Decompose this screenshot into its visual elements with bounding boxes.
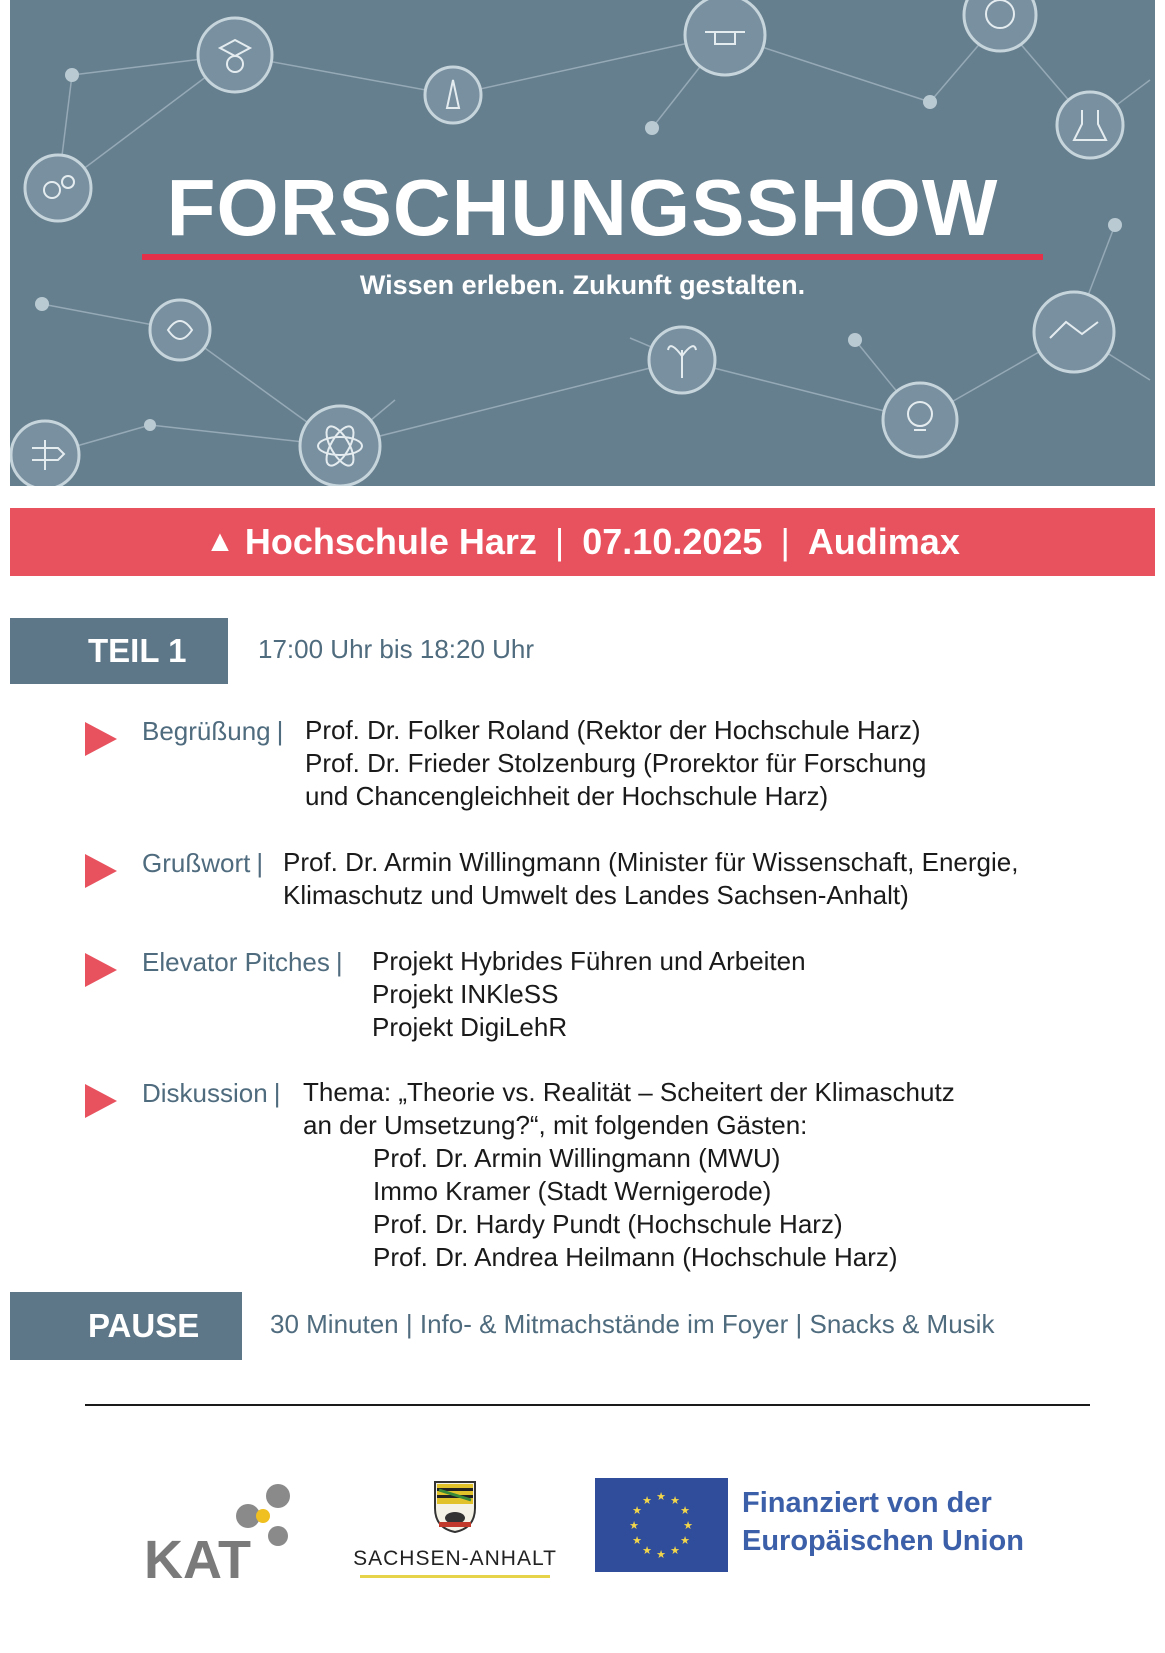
agenda-line: an der Umsetzung?“, mit folgenden Gästen: (303, 1110, 808, 1140)
event-title: FORSCHUNGSSHOW (166, 163, 999, 252)
agenda-line: Thema: „Theorie vs. Realität – Scheitert der Klimaschutz (303, 1077, 955, 1107)
guest-name: Prof. Dr. Armin Willingmann (MWU) (373, 1143, 781, 1173)
pause-label: PAUSE (10, 1292, 242, 1360)
svg-text:★: ★ (680, 1534, 690, 1547)
handshake-icon (1034, 292, 1114, 372)
drone-icon (685, 0, 765, 75)
agenda-keyword: Diskussion | (142, 1078, 281, 1108)
event-info-banner (10, 508, 1155, 576)
svg-text:★: ★ (632, 1534, 642, 1547)
keyword-text: Begrüßung (142, 716, 271, 746)
event-subtitle: Wissen erleben. Zukunft gestalten. (359, 270, 806, 300)
keyword-text: Elevator Pitches (142, 947, 330, 977)
svg-text:★: ★ (680, 1504, 690, 1517)
play-arrow-icon (85, 854, 117, 888)
agenda-line: Projekt INKleSS (372, 979, 559, 1009)
flask-icon (1057, 92, 1123, 158)
banner-separator: | (780, 521, 790, 562)
title-underline (142, 254, 1043, 260)
agenda-body (372, 945, 806, 1044)
footer-divider (85, 1404, 1090, 1406)
eu-flag-icon (595, 1478, 728, 1572)
agenda-line: Projekt DigiLehR (372, 1012, 568, 1042)
play-arrow-icon (85, 722, 117, 756)
agenda-line: Prof. Dr. Frieder Stolzenburg (Prorektor für Forschung (305, 748, 927, 778)
agenda-body (305, 714, 926, 813)
agenda-line: Projekt Hybrides Führen und Arbeiten (372, 946, 806, 976)
agenda-keyword: Grußwort | (142, 848, 264, 878)
svg-text:★: ★ (656, 1548, 666, 1561)
agenda-keyword: Elevator Pitches | (142, 947, 343, 977)
svg-text:★: ★ (683, 1519, 693, 1532)
play-arrow-icon (85, 953, 117, 987)
lightbulb-icon (883, 383, 957, 457)
banner-location: Hochschule Harz (244, 521, 537, 562)
rocket-icon (425, 67, 481, 123)
banner-date: 07.10.2025 (582, 521, 763, 562)
play-arrow-icon (85, 1084, 117, 1118)
eu-funding-text (742, 1484, 1024, 1560)
guest-name: Prof. Dr. Andrea Heilmann (Hochschule Harz) (373, 1242, 898, 1272)
globe-icon (964, 0, 1036, 51)
sachsen-anhalt-logo (350, 1478, 560, 1578)
agenda-line: und Chancengleichheit der Hochschule Harz) (305, 781, 829, 811)
part1-time: 17:00 Uhr bis 18:20 Uhr (258, 634, 535, 664)
coat-of-arms-icon (431, 1478, 479, 1534)
agenda-line: Klimaschutz und Umwelt des Landes Sachsen-Anhalt) (283, 880, 909, 910)
svg-text:★: ★ (642, 1494, 652, 1507)
hero-header (10, 0, 1155, 486)
keyword-text: Grußwort (142, 848, 251, 878)
svg-text:★: ★ (670, 1494, 680, 1507)
agenda-keyword: Begrüßung | (142, 716, 284, 746)
svg-text:★: ★ (632, 1504, 642, 1517)
svg-text:★: ★ (629, 1519, 639, 1532)
agenda-body (283, 846, 1018, 912)
guest-list (303, 1142, 955, 1274)
agenda-line: Prof. Dr. Folker Roland (Rektor der Hochschule Harz) (305, 715, 921, 745)
brain-icon (150, 300, 210, 360)
agenda-body (303, 1076, 955, 1274)
part1-label: TEIL 1 (10, 618, 228, 684)
svg-text:★: ★ (670, 1544, 680, 1557)
agenda-line: Prof. Dr. Armin Willingmann (Minister für Wissenschaft, Energie, (283, 847, 1019, 877)
banner-room: Audimax (807, 521, 960, 562)
eu-text-line: Europäischen Union (742, 1525, 1024, 1557)
banner-separator: | (554, 521, 565, 562)
kat-logo (140, 1478, 300, 1593)
guest-name: Immo Kramer (Stadt Wernigerode) (373, 1176, 772, 1206)
kat-logo-text: KAT (144, 1530, 251, 1588)
eu-text-line: Finanziert von der (742, 1487, 992, 1519)
sachsen-anhalt-underline (360, 1575, 550, 1578)
pause-details: 30 Minuten | Info- & Mitmachstände im Foyer | Snacks & Musik (270, 1309, 995, 1339)
keyword-text: Diskussion (142, 1078, 268, 1108)
triangle-icon: ▲ (205, 525, 235, 558)
guest-name: Prof. Dr. Hardy Pundt (Hochschule Harz) (373, 1209, 843, 1239)
atom-icon (300, 406, 380, 486)
svg-text:★: ★ (642, 1544, 652, 1557)
svg-text:★: ★ (656, 1490, 666, 1503)
sachsen-anhalt-text: SACHSEN-ANHALT (353, 1547, 557, 1570)
